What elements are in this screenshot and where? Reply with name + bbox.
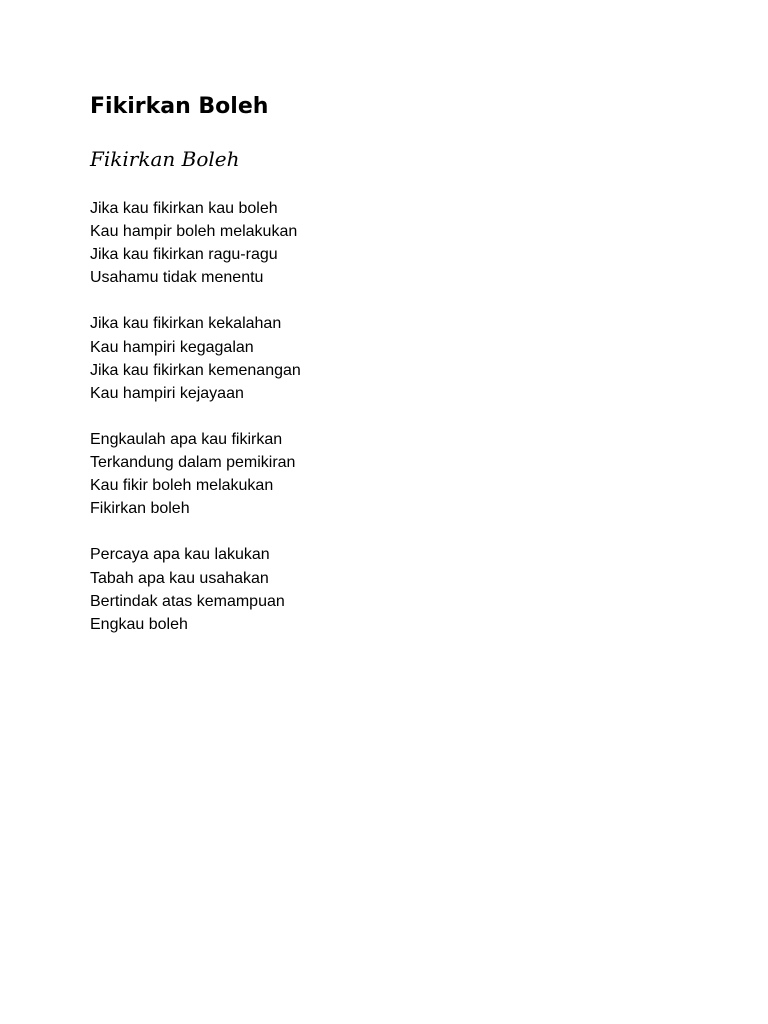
stanza-2 [90,312,690,404]
poem-body [90,197,690,659]
poem-line: Kau fikir boleh melakukan [90,477,274,495]
poem-title: Fikirkan Boleh [90,147,240,171]
stanza-1 [90,197,690,289]
poem-line: Terkandung dalam pemikiran [90,454,296,472]
poem-line: Fikirkan boleh [90,500,190,518]
poem-line: Kau hampiri kegagalan [90,338,254,356]
stanza-3 [90,428,690,520]
poem-line: Jika kau fikirkan kemenangan [90,361,301,379]
poem-line: Jika kau fikirkan kekalahan [90,315,282,333]
poem-line: Jika kau fikirkan ragu-ragu [90,246,278,264]
poem-line: Kau hampir boleh melakukan [90,223,298,241]
poem-line: Engkaulah apa kau fikirkan [90,430,283,448]
poem-line: Percaya apa kau lakukan [90,546,270,564]
poem-line: Engkau boleh [90,615,188,633]
stanza-4 [90,543,690,635]
document-heading: Fikirkan Boleh [90,94,269,119]
poem-line: Tabah apa kau usahakan [90,569,269,587]
poem-line: Bertindak atas kemampuan [90,592,285,610]
poem-line: Usahamu tidak menentu [90,269,264,287]
poem-line: Kau hampiri kejayaan [90,384,244,402]
poem-line: Jika kau fikirkan kau boleh [90,200,278,217]
